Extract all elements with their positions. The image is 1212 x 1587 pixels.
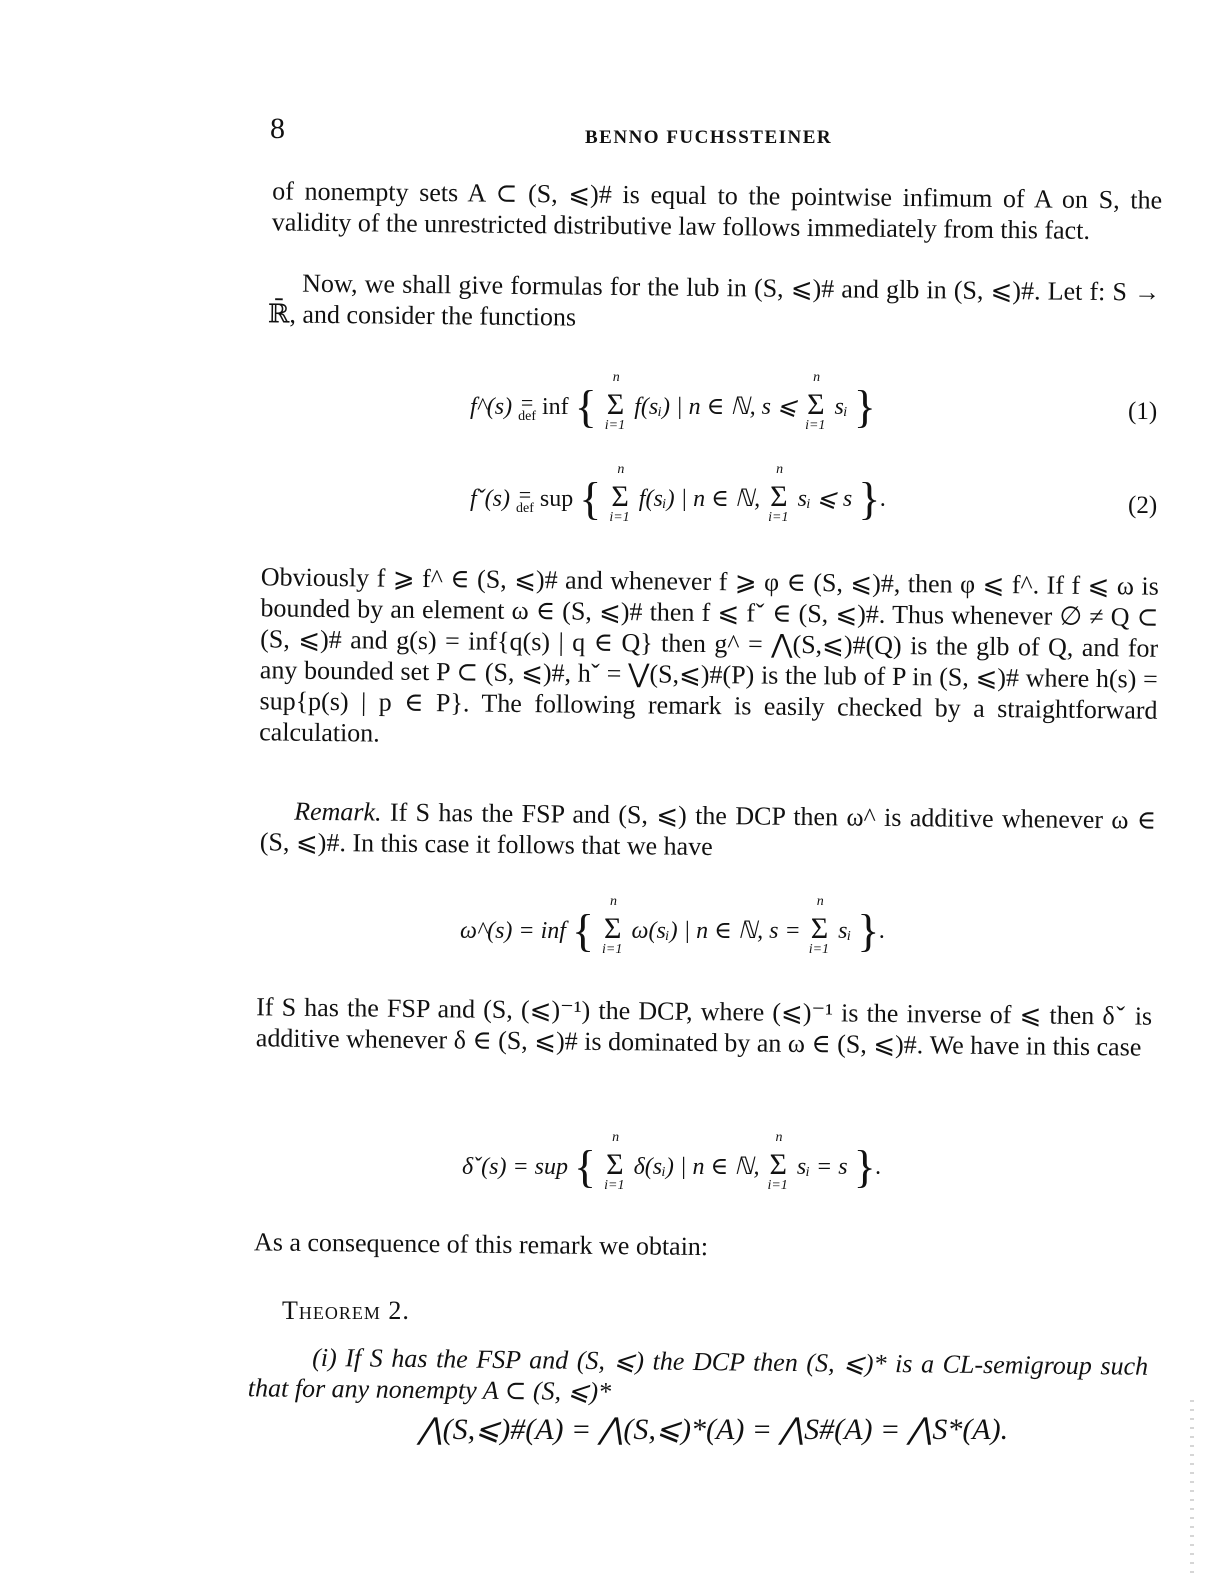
remark-label: Remark.	[294, 796, 382, 827]
sum-symbol: Σ n i=1	[805, 370, 826, 433]
equation-number-2: (2)	[1128, 492, 1158, 519]
equation-2: fˇ(s) = def sup { Σ n i=1 f(sᵢ) | n ∈ ℕ, Σ n i=1 sᵢ ⩽ s }.	[470, 462, 887, 525]
page-number: 8	[270, 112, 285, 145]
paragraph-6: As a consequence of this remark we obtain:	[253, 1227, 709, 1262]
equation-3: ω^(s) = inf { Σ n i=1 ω(sᵢ) | n ∈ ℕ, s = Σ n i=1 sᵢ }.	[460, 894, 886, 957]
paragraph-3: Obviously f ⩾ f^ ∈ (S, ⩽)# and whenever f ⩾ φ ∈ (S, ⩽)#, then φ ⩽ f^. If f ⩽ ω is bounded by an element ω ∈ (S, ⩽)# then f ⩽ fˇ ∈ (S, ⩽)#. Thus whenever ∅ ≠ Q ⊂ (S, ⩽)# and g(s) = inf{q(s) | q ∈ Q} then g^ = ⋀(S,⩽)#(Q) is the glb of Q, and for any bounded set P ⊂ (S, ⩽)#, hˇ = ⋁(S,⩽)#(P) is the lub of P in (S, ⩽)# where h(s) = sup{p(s) | p ∈ P}. The following remark is easily checked by a straightforward calculation.	[259, 562, 1159, 748]
theorem-heading: Theorem 2.	[282, 1296, 410, 1325]
sum-symbol: Σ n i=1	[604, 1130, 625, 1193]
paragraph-5: If S has the FSP and (S, (⩽)⁻¹) the DCP, where (⩽)⁻¹ is the inverse of ⩽ then δˇ is additive whenever δ ∈ (S, ⩽)# is dominated by an ω ∈ (S, ⩽)#. We have in this case	[255, 992, 1153, 1062]
equation-5: ⋀(S,⩽)#(A) = ⋀(S,⩽)*(A) = ⋀S#(A) = ⋀S*(A).	[418, 1413, 1009, 1446]
theorem-statement: (i) If S has the FSP and (S, ⩽) the DCP then (S, ⩽)* is a CL-semigroup such that for any nonempty A ⊂ (S, ⩽)*	[247, 1342, 1149, 1407]
equation-4: δˇ(s) = sup { Σ n i=1 δ(sᵢ) | n ∈ ℕ, Σ n i=1 sᵢ = s }.	[462, 1130, 882, 1193]
paragraph-remark: Remark. If S has the FSP and (S, ⩽) the DCP then ω^ is additive whenever ω ∈ (S, ⩽)#. In this case it follows that we have	[259, 796, 1157, 862]
paragraph-1: of nonempty sets A ⊂ (S, ⩽)# is equal to the pointwise infimum of A on S, the validity of the unrestricted distributive law follows immediately from this fact.	[271, 176, 1163, 245]
sum-symbol: Σ n i=1	[808, 894, 830, 957]
sum-symbol: Σ n i=1	[609, 462, 630, 525]
sum-symbol: Σ n i=1	[604, 370, 626, 433]
sum-symbol: Σ n i=1	[768, 462, 789, 525]
paragraph-2: Now, we shall give formulas for the lub in (S, ⩽)# and glb in (S, ⩽)#. Let f: S → ℝ̄, and consider the functions	[267, 268, 1161, 332]
def-equals-symbol: = def	[518, 390, 537, 424]
scan-margin-artifact	[1190, 1400, 1194, 1580]
running-head: BENNO FUCHSSTEINER	[585, 127, 833, 148]
def-equals-symbol: = def	[515, 482, 534, 516]
sum-symbol: Σ n i=1	[767, 1130, 788, 1193]
equation-number-1: (1)	[1128, 398, 1158, 425]
equation-1: f^(s) = def inf { Σ n i=1 f(sᵢ) | n ∈ ℕ, s ⩽ Σ n i=1 sᵢ }	[470, 370, 876, 433]
sum-symbol: Σ n i=1	[602, 894, 623, 957]
